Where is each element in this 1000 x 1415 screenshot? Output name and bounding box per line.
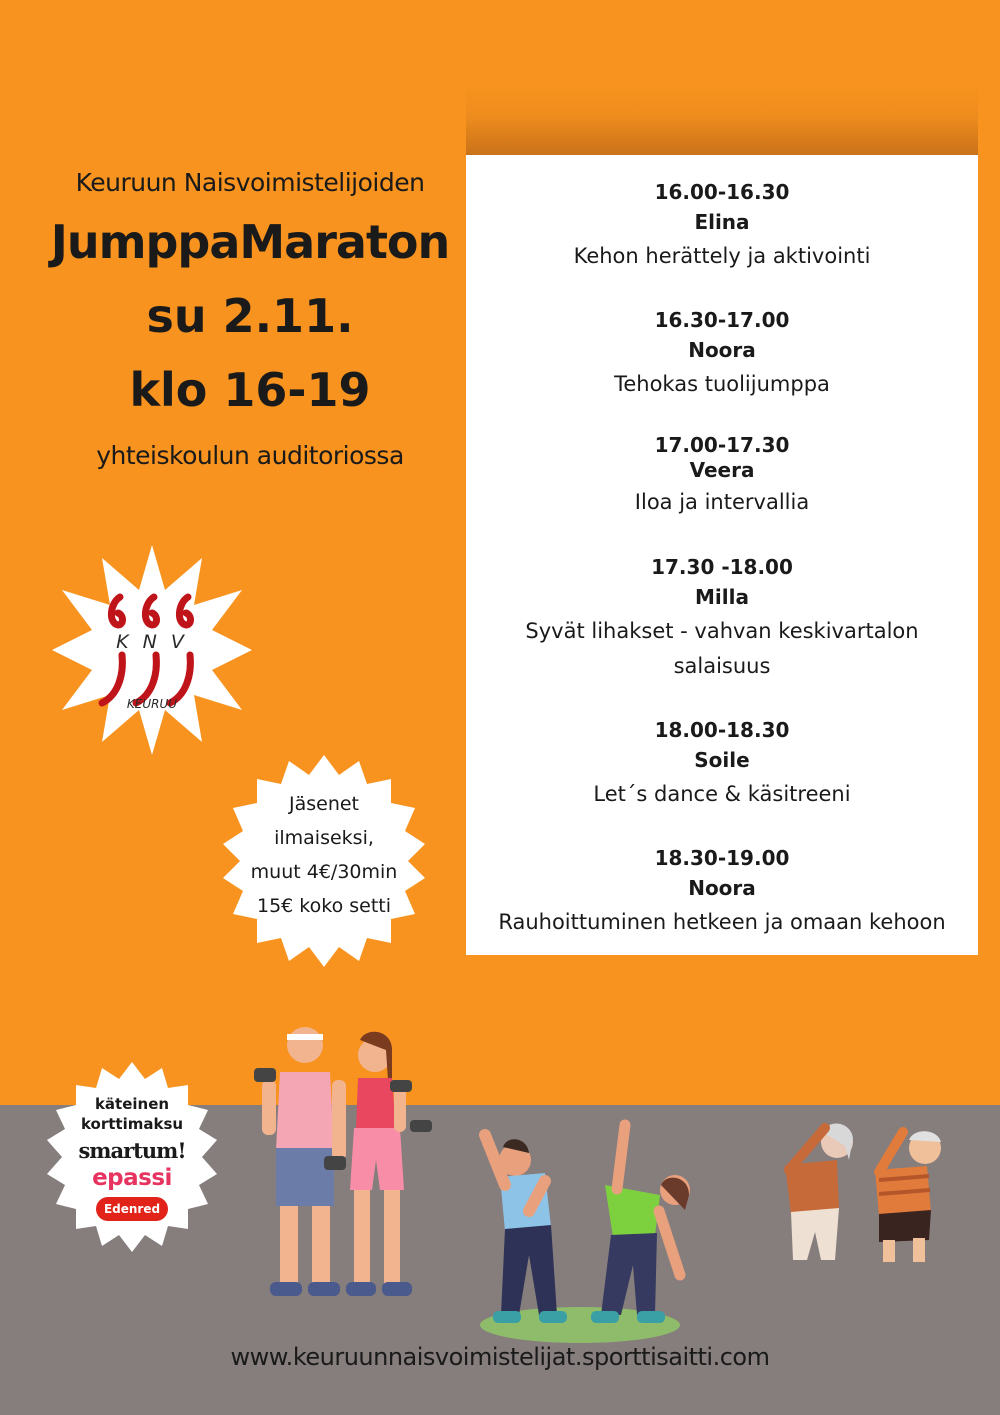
epassi-logo: epassi [92,1165,172,1191]
pricing-badge [218,755,430,967]
pricing-line: ilmaiseksi, [274,827,374,849]
slot-instructor: Noora [688,876,756,900]
pricing-line: 15€ koko setti [256,895,391,917]
slot-description-cont: salaisuus [673,654,771,678]
slot-instructor: Elina [694,210,750,234]
schedule-header-strip [466,85,978,155]
website-url: www.keuruunnaisvoimistelijat.sporttisaitti.com [230,1343,770,1371]
schedule-slot [466,305,978,402]
schedule-slot [466,433,978,520]
slot-instructor: Veera [689,458,755,482]
pricing-line: muut 4€/30min [250,861,398,883]
logo-letters: K N V [116,631,188,653]
event-date: su 2.11. [146,289,354,343]
slot-instructor: Milla [695,585,749,609]
schedule-slot [466,715,978,812]
pricing-line: Jäsenet [288,793,360,815]
slot-time: 17.00-17.30 [654,433,790,457]
payment-card: korttimaksu [80,1115,184,1133]
schedule-slot [466,843,978,940]
club-name: Keuruun Naisvoimistelijoiden [75,168,425,197]
slot-time: 17.30 -18.00 [651,555,793,579]
slot-description: Kehon herättely ja aktivointi [573,244,871,268]
slot-description: Rauhoittuminen hetkeen ja omaan kehoon [498,910,946,934]
dumbbell-workout-illustration [240,1020,470,1310]
event-title: JumppaMaraton [50,215,450,269]
event-heading [40,160,460,470]
logo-town: KEURUU [126,697,178,711]
slot-instructor: Soile [694,748,750,772]
slot-description: Let´s dance & käsitreeni [593,782,851,806]
payment-badge [42,1062,222,1252]
slot-description: Tehokas tuolijumppa [614,372,830,396]
slot-instructor: Noora [688,338,756,362]
event-venue: yhteiskoulun auditoriossa [96,441,404,470]
edenred-logo: Edenred [96,1197,168,1221]
payment-text [42,1094,222,1221]
slot-description: Syvät lihakset - vahvan keskivartalon [525,619,919,643]
stretching-couple-illustration [475,1115,705,1345]
slot-time: 16.30-17.00 [654,308,790,332]
slot-time: 16.00-16.30 [654,180,790,204]
club-logo-badge [52,545,252,755]
payment-cash: käteinen [94,1095,170,1113]
event-time: klo 16-19 [129,363,371,417]
schedule-slot [466,177,978,274]
pricing-text [218,787,430,923]
slot-time: 18.00-18.30 [654,718,790,742]
slot-time: 18.30-19.00 [654,846,790,870]
schedule-panel [466,155,978,955]
slot-description: Iloa ja intervallia [634,490,810,514]
schedule-slot [466,552,978,684]
seniors-stretching-illustration [775,1110,965,1270]
smartum-logo: smartum! [78,1138,186,1163]
